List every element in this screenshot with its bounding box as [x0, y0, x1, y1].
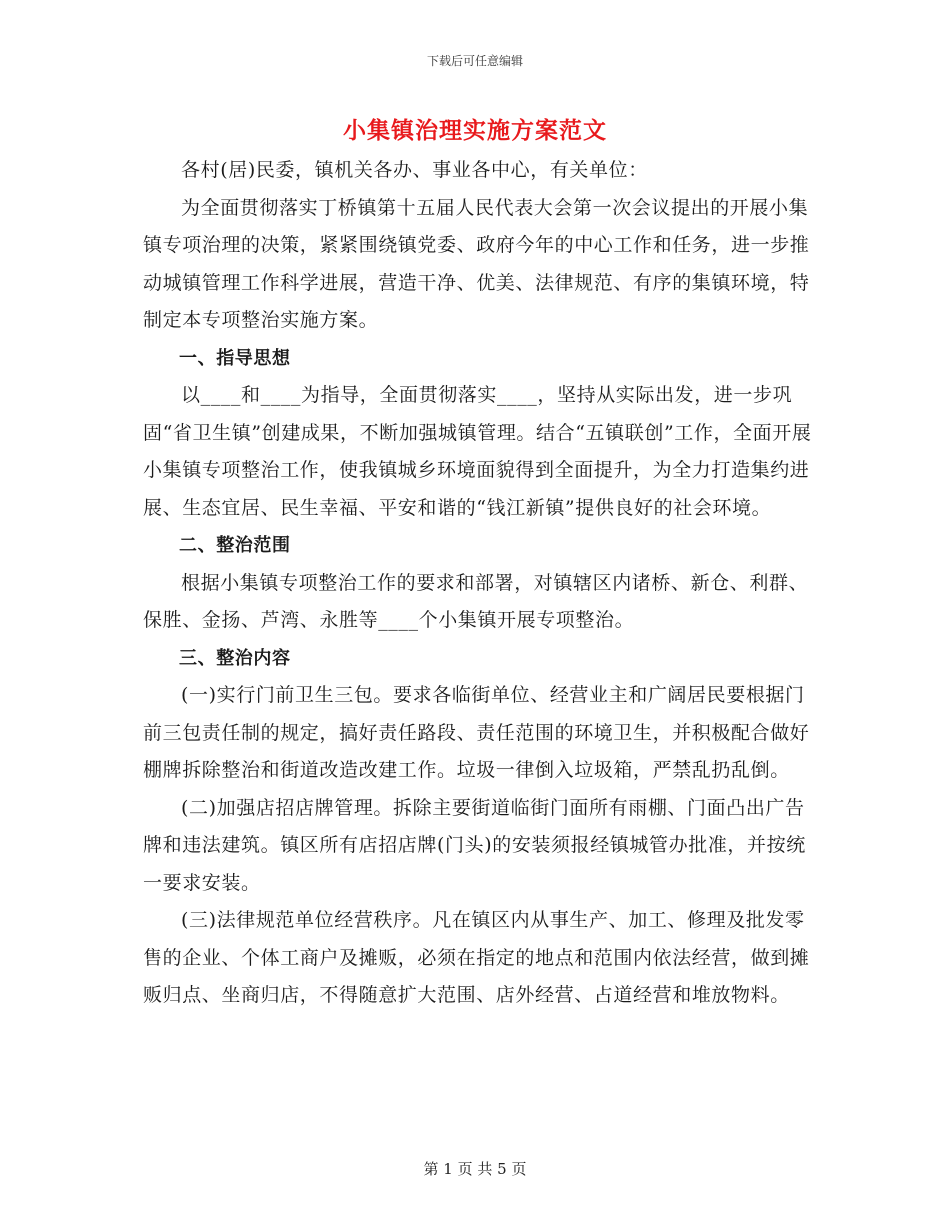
document-title: 小集镇治理实施方案范文 [343, 117, 607, 144]
document-body [143, 152, 815, 1015]
guiding-ideology-paragraph: 以____和____为指导，全面贯彻落实____，坚持从实际出发，进一步巩固“省卫生镇”创建成果，不断加强城镇管理。结合“五镇联创”工作，全面开展小集镇专项整治工作，使我镇城乡环境面貌得到全面提升，为全力打造集约进展、生态宜居、民生幸福、平安和谐的“钱江新镇”提供良好的社会环境。 [143, 384, 812, 519]
content-item-2-paragraph: (二)加强店招店牌管理。拆除主要街道临街门面所有雨棚、门面凸出广告牌和违法建筑。镇区所有店招店牌(门头)的安装须报经镇城管办批准，并按统一要求安装。 [143, 796, 806, 894]
intro-paragraph: 为全面贯彻落实丁桥镇第十五届人民代表大会第一次会议提出的开展小集镇专项治理的决策，紧紧围绕镇党委、政府今年的中心工作和任务，进一步推动城镇管理工作科学进展，营造干净、优美、法律规范、有序的集镇环境，特制定本专项整治实施方案。 [143, 196, 810, 331]
scope-paragraph: 根据小集镇专项整治工作的要求和部署，对镇辖区内诸桥、新仓、利群、保胜、金扬、芦湾、永胜等____个小集镇开展专项整治。 [143, 571, 809, 631]
section-heading-guiding-ideology: 一、指导思想 [179, 347, 291, 369]
section-heading-content: 三、整治内容 [179, 647, 291, 669]
page-number: 第 1 页 共 5 页 [423, 1160, 527, 1178]
salutation-paragraph: 各村(居)民委，镇机关各办、事业各中心，有关单位： [181, 159, 648, 181]
content-item-1-paragraph: (一)实行门前卫生三包。要求各临街单位、经营业主和广阔居民要根据门前三包责任制的规定，搞好责任路段、责任范围的环境卫生，并积极配合做好棚牌拆除整治和街道改造改建工作。垃圾一律倒入垃圾箱，严禁乱扔乱倒。 [143, 684, 810, 781]
header-note: 下载后可任意编辑 [426, 54, 523, 68]
content-item-3-paragraph: (三)法律规范单位经营秩序。凡在镇区内从事生产、加工、修理及批发零售的企业、个体工商户及摊贩，必须在指定的地点和范围内依法经营，做到摊贩归点、坐商归店，不得随意扩大范围、店外经营、占道经营和堆放物料。 [143, 909, 810, 1006]
section-heading-scope: 二、整治范围 [179, 535, 291, 556]
